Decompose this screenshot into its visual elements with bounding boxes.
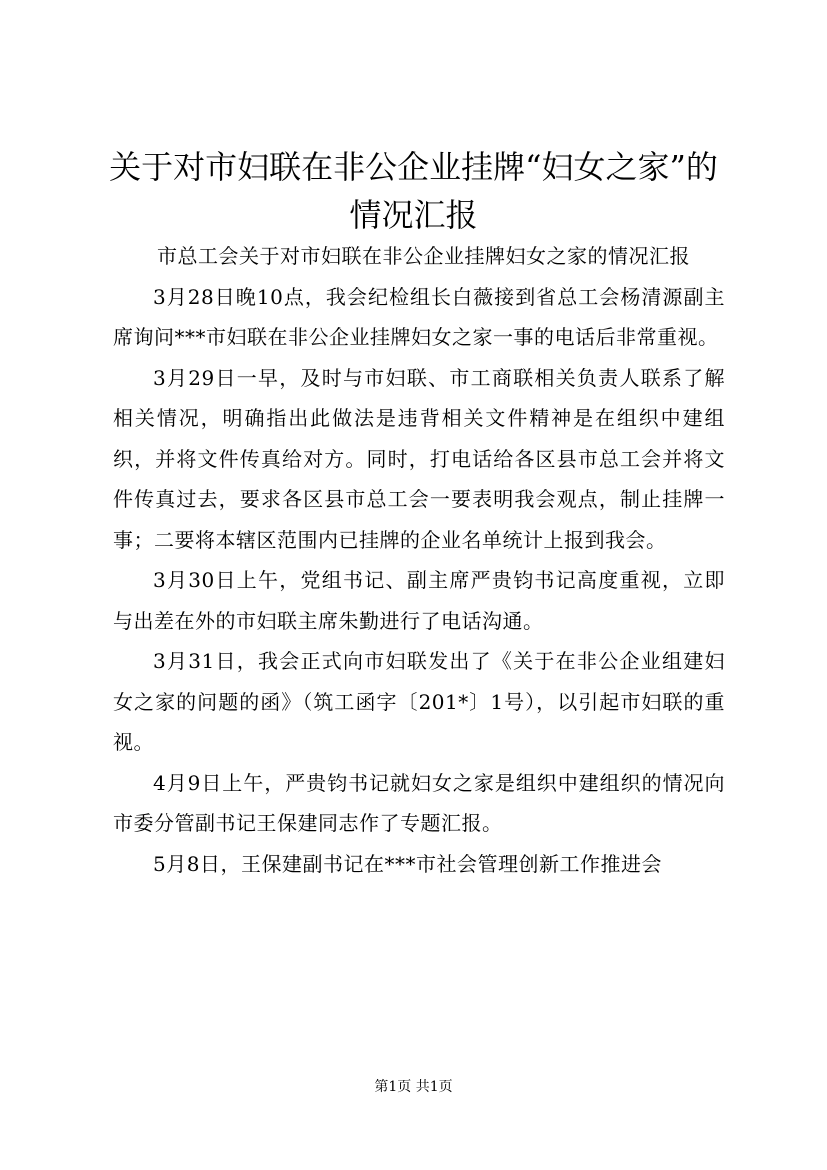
paragraph: 5月8日，王保建副书记在***市社会管理创新工作推进会 (153, 851, 662, 876)
document-body (113, 236, 725, 884)
paragraph: 3月29日一早，及时与市妇联、市工商联相关负责人联系了解相关情况，明确指出此做法是违背相关文件精神是在组织中建组织，并将文件传真给对方。同时，打电话给各区县市总工会并将文件传真过去，要求各区县市总工会一要表明我会观点，制止挂牌一事；二要将本辖区范围内已挂牌的企业名单统计上报到我会。 (113, 365, 725, 552)
paragraph: 市总工会关于对市妇联在非公企业挂牌妇女之家的情况汇报 (157, 244, 690, 268)
paragraph: 3月30日上午，党组书记、副主席严贵钧书记高度重视，立即与出差在外的市妇联主席朱勤进行了电话沟通。 (113, 568, 725, 633)
paragraph: 3月28日晚10点，我会纪检组长白薇接到省总工会杨清源副主席询问***市妇联在非公企业挂牌妇女之家一事的电话后非常重视。 (113, 284, 725, 349)
document-title: 关于对市妇联在非公企业挂牌“妇女之家”的情况汇报 (109, 148, 718, 234)
paragraph: 4月9日上午，严贵钧书记就妇女之家是组织中建组织的情况向市委分管副书记王保建同志作了专题汇报。 (113, 770, 725, 835)
page-footer: 第1页 共1页 (374, 1079, 453, 1095)
paragraph: 3月31日，我会正式向市妇联发出了《关于在非公企业组建妇女之家的问题的函》（筑工函字〔201*〕1号），以引起市妇联的重视。 (113, 649, 725, 754)
